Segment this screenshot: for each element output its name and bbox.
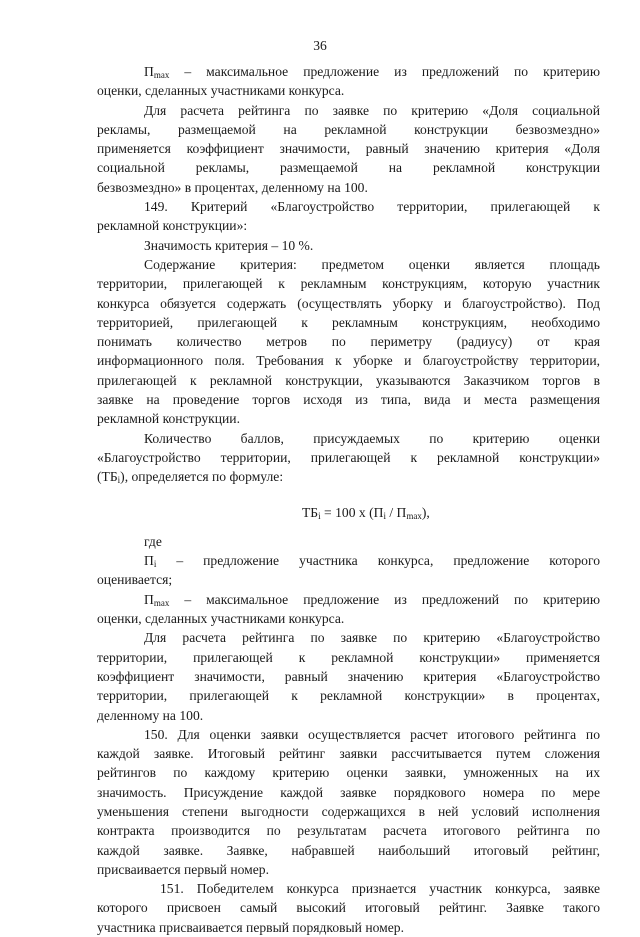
text-line: контракта производится по результатам расчета итогового рейтинга по — [97, 823, 600, 839]
text-line: деленному на 100. — [97, 707, 204, 723]
text-line: 150. Для оценки заявки осуществляется расчет итогового рейтинга по — [144, 726, 600, 742]
text-line: где — [144, 533, 162, 549]
text-line: территории, прилегающей к рекламным конструкциям, которую участник — [97, 276, 600, 292]
text-line: каждой заявке. Итоговый рейтинг заявки рассчитывается путем сложения — [97, 746, 600, 762]
text-line: понимать количество метров по периметру (радиусу) от края — [97, 334, 600, 350]
text-line: участника присваивается первый порядковый номер. — [97, 919, 404, 935]
text-line: «Благоустройство территории, прилегающей к рекламной конструкции» — [97, 449, 600, 465]
text-line: Содержание критерия: предметом оценки является площадь — [144, 256, 600, 272]
text-line: 149. Критерий «Благоустройство территории, прилегающей к — [144, 199, 600, 215]
text-line: информационного поля. Требования к уборке и благоустройству территории, — [97, 353, 600, 369]
text-line: социальной рекламы, размещаемой на рекламной конструкции — [97, 160, 600, 176]
text-line: $П_{max}$ – максимальное предложение из предложений по критерию — [144, 591, 600, 608]
text-line: $П_i$ – предложение участника конкурса, предложение которого — [144, 553, 600, 570]
text-line: $П_{max}$ – максимальное предложение из предложений по критерию — [144, 64, 600, 80]
text-line: 151. Победителем конкурса признается участник конкурса, заявке — [160, 881, 600, 897]
document-body — [97, 62, 600, 937]
text-line: Количество баллов, присуждаемых по критерию оценки — [144, 430, 600, 446]
text-line: применяется коэффициент значимости, равный значению критерия «Доля — [97, 141, 600, 157]
text-line: территорией, прилегающей к рекламным конструкциям, необходимо — [97, 314, 600, 330]
text-line: оценивается; — [97, 572, 173, 588]
text-line: Для расчета рейтинга по заявке по критерию «Доля социальной — [144, 102, 600, 118]
text-line: рекламной конструкции»: — [97, 218, 248, 234]
text-block-definitions-and-150-151 — [97, 532, 600, 937]
text-line: оценки, сделанных участниками конкурса. — [97, 83, 345, 99]
text-line: Значимость критерия – 10 %. — [144, 237, 314, 253]
text-line: прилегающей к рекламной конструкции, указываются Заказчиком торгов в — [97, 372, 600, 388]
text-line: уменьшения степени выгодности содержащихся в ней условий исполнения — [97, 803, 600, 819]
text-line: рейтингов по каждому критерию оценки заявки, умноженных на их — [97, 765, 600, 781]
text-block-criterion-149 — [97, 62, 600, 487]
text-line: рекламной конструкции. — [97, 411, 240, 427]
text-line: рекламы, размещаемой на рекламной конструкции безвозмездно» — [97, 121, 600, 137]
text-line: заявке на проведение торгов исходя из типа, вида и места размещения — [97, 392, 600, 408]
text-line: коэффициент значимости, равный значению критерия «Благоустройство — [97, 668, 600, 684]
text-line: Для расчета рейтинга по заявке по критерию «Благоустройство — [144, 630, 600, 646]
text-line: территории, прилегающей к рекламной конструкции» в процентах, — [97, 688, 600, 704]
text-line: территории, прилегающей к рекламной конструкции» применяется — [97, 649, 600, 665]
text-line: присваивается первый номер. — [97, 861, 269, 877]
text-line: каждой заявке. Заявке, набравшей наибольший итоговый рейтинг, — [97, 842, 600, 858]
text-line: оценки, сделанных участниками конкурса. — [97, 611, 345, 627]
text-line: значимость. Присуждение каждой заявке порядкового номера по мере — [97, 784, 600, 800]
formula: $ТБ_i = 100$ х $(П_i / П_{max})$, — [302, 504, 430, 521]
page-number: 36 — [313, 38, 327, 53]
text-line: $(ТБ_i)$, определяется по формуле: — [97, 469, 284, 486]
text-line: конкурса обязуется содержать (осуществлять уборку и благоустройство). Под — [97, 295, 600, 311]
text-line: безвозмездно» в процентах, деленному на 100. — [97, 179, 368, 195]
text-line: которого присвоен самый высокий итоговый рейтинг. Заявке такого — [97, 900, 600, 916]
